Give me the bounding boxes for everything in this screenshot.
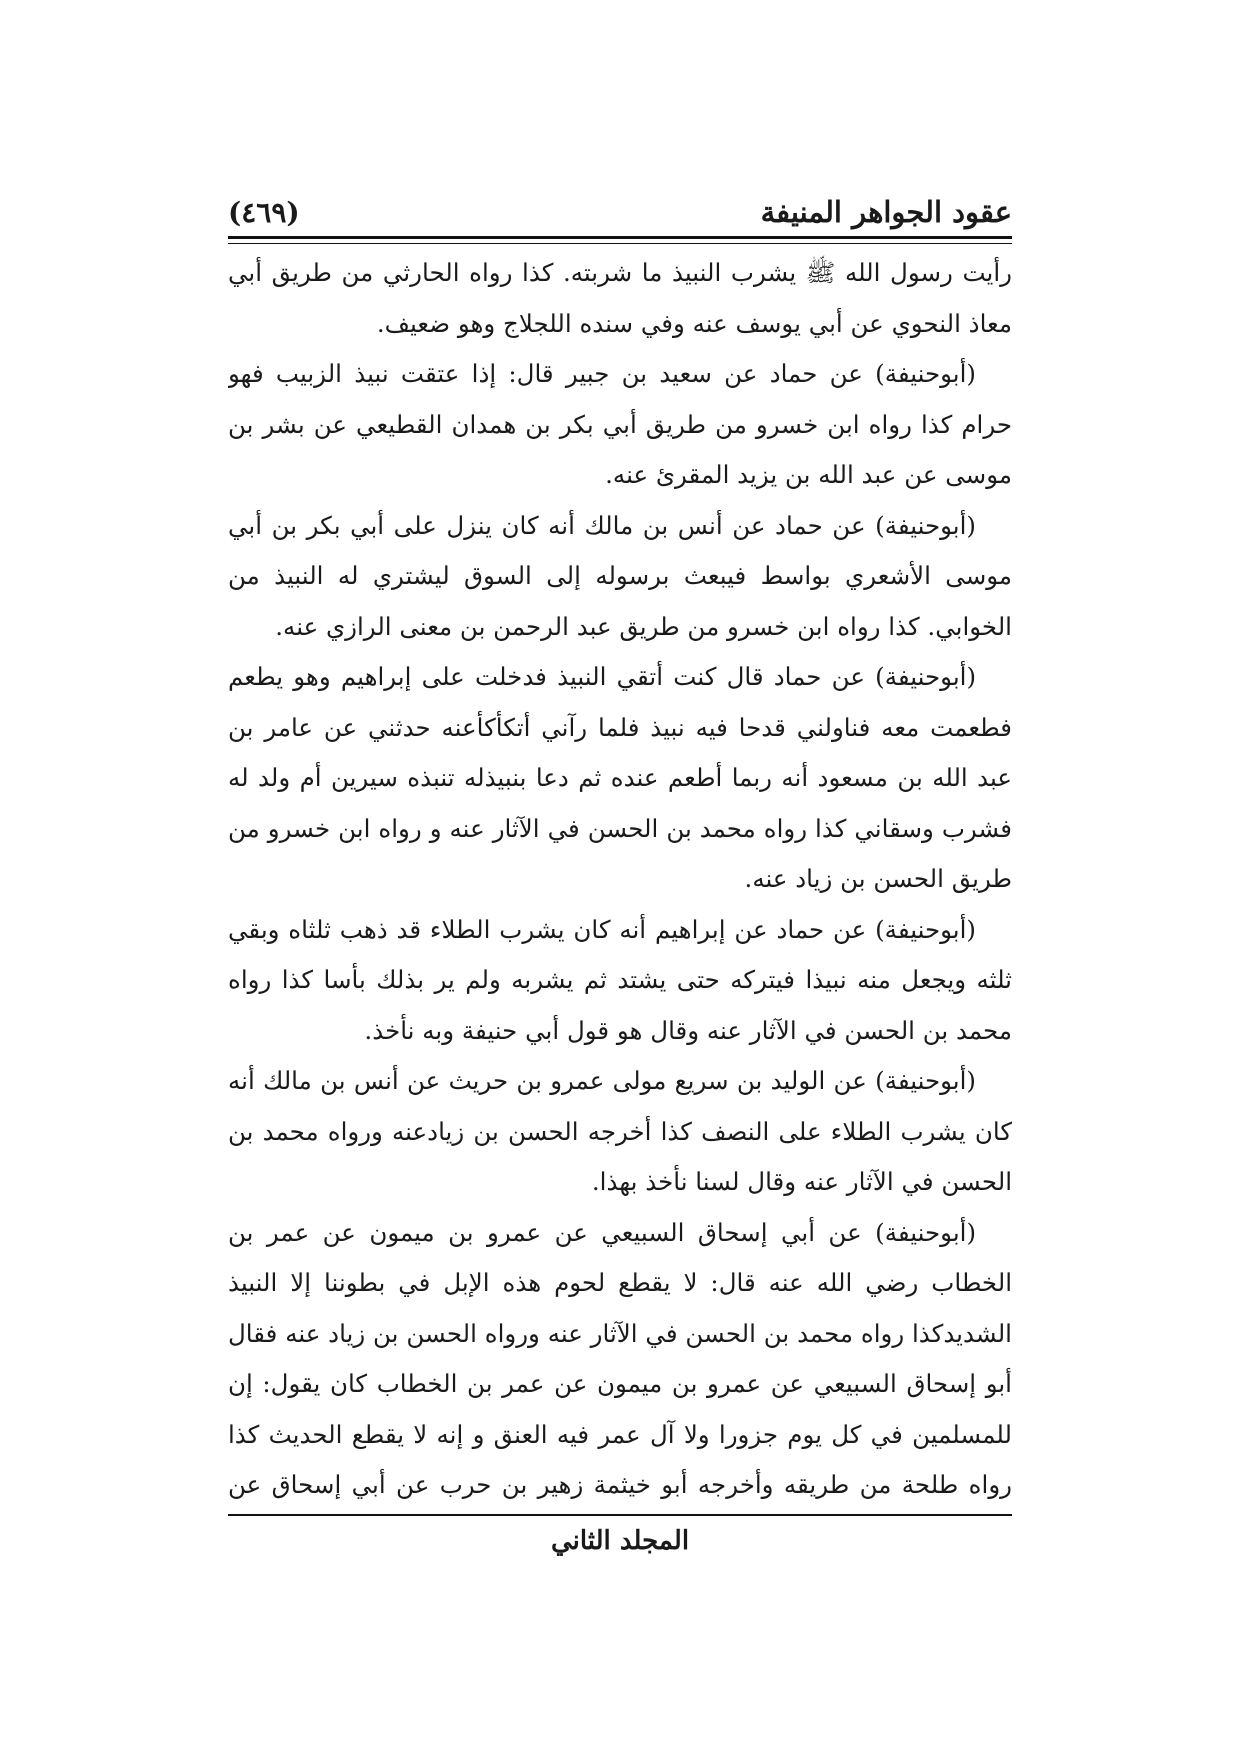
page-header — [228, 190, 1012, 234]
volume-label: المجلد الثاني — [550, 1526, 690, 1556]
header-rule-thick — [228, 236, 1012, 239]
body-text — [228, 248, 1012, 1508]
paragraph-continuation: رأيت رسول الله ﷺ يشرب النبيذ ما شربته. كذا رواه الحارثي من طريق أبي معاذ النحوي عن أبي يوسف عنه وفي سنده اللجلاج وهو ضعيف. — [228, 258, 1012, 338]
header-rule-thin — [228, 243, 1012, 244]
paragraph: (أبوحنيفة) عن حماد عن إبراهيم أنه كان يشرب الطلاء قد ذهب ثلثاه وبقي ثلثه ويجعل منه نبيذا فيتركه حتى يشتد ثم يشربه ولم ير بذلك بأسا كذا رواه محمد بن الحسن في الآثار عنه وقال هو قول أبي حنيفة وبه نأخذ. — [228, 914, 1012, 1045]
paragraph: (أبوحنيفة) عن حماد عن أنس بن مالك أنه كان ينزل على أبي بكر بن أبي موسى الأشعري بواسط فيبعث برسوله إلى السوق ليشتري له النبيذ من الخوابي. كذا رواه ابن خسرو من طريق عبد الرحمن بن معنى الرازي عنه. — [228, 510, 1012, 641]
paragraph: (أبوحنيفة) عن الوليد بن سريع مولى عمرو بن حريث عن أنس بن مالك أنه كان يشرب الطلاء على النصف كذا أخرجه الحسن بن زيادعنه ورواه محمد بن الحسن في الآثار عنه وقال لسنا نأخذ بهذا. — [228, 1066, 1012, 1196]
page-number: (٤٦٩) — [228, 195, 300, 229]
paragraph: (أبوحنيفة) عن أبي إسحاق السبيعي عن عمرو بن ميمون عن عمر بن الخطاب رضي الله عنه قال: لا يقطع لحوم هذه الإبل في بطوننا إلا النبيذ الشديدكذا رواه محمد بن الحسن في الآثار عنه ورواه الحسن بن زياد عنه فقال أبو إسحاق السبيعي عن عمرو بن ميمون عن عمر بن الخطاب كان يقول: إن للمسلمين في كل يوم جزورا ولا آل عمر فيه العنق و إنه لا يقطع الحديث كذا رواه طلحة من طريقه وأخرجه أبو خيثمة زهير بن حرب عن أبي إسحاق عن — [228, 1217, 1012, 1499]
paragraph: (أبوحنيفة) عن حماد عن سعيد بن جبير قال: إذا عتقت نبيذ الزبيب فهو حرام كذا رواه ابن خسرو من طريق أبي بكر بن همدان القطيعي عن بشر بن موسى عن عبد الله بن يزيد المقرئ عنه. — [228, 359, 1012, 489]
paragraph: (أبوحنيفة) عن حماد قال كنت أتقي النبيذ فدخلت على إبراهيم وهو يطعم فطعمت معه فناولني قدحا فيه نبيذ فلما رآني أتكأكأعنه حدثني عن عامر بن عبد الله بن مسعود أنه ربما أطعم عنده ثم دعا بنبيذله تنبذه سيرين أم ولد له فشرب وسقاني كذا رواه محمد بن الحسن في الآثار عنه و رواه ابن خسرو من طريق الحسن بن زياد عنه. — [228, 662, 1012, 893]
book-title: عقود الجواهر المنيفة — [760, 195, 1012, 229]
footer-rule — [228, 1514, 1012, 1516]
